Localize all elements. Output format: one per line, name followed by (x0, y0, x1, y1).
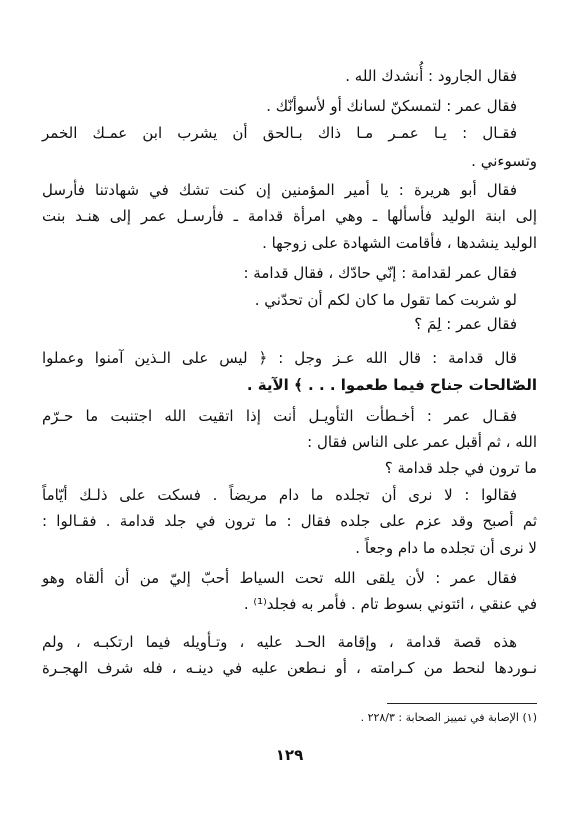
text-line: الله ، ثم أقبل عمر على الناس فقال : (307, 433, 537, 451)
text-line: هذه قصة قدامة ، وإقامة الحـد عليه ، وتـأويله فيما ارتكبـه ، ولم (42, 633, 517, 651)
footnote-divider (387, 703, 537, 704)
text-line: إلى ابنة الوليد فأسألها ـ وهي امرأة قدامة ـ فأرسـل عمر إلى هنـد بنت (42, 207, 537, 225)
text-line: في عنقي ، ائتوني بسوط تام . فأمر به فجلد⁽¹⁾ . (243, 595, 537, 613)
text-line: فقالوا : لا نرى أن تجلده ما دام مريضاً . فسكت على ذلـك أيّاماً (42, 486, 517, 504)
text-line: فقال عمر : لتمسكنّ لسانك أو لأسوأنّك . (266, 97, 517, 115)
text-line: فقال عمر : لِمَ ؟ (414, 315, 517, 333)
text-line: لو شربت كما تقول ما كان لكم أن تحدّني . (254, 291, 517, 309)
text-line: فقـال عمر : أخـطأت التأويـل أنت إذا اتقيت الله اجتنبت ما حـرّم (42, 407, 517, 425)
footnote: (١) الإصابة في تمييز الصحابة : ٢٢٨/٣ . (360, 711, 537, 724)
text-line: فقال عمر لقدامة : إنّي حادّك ، فقال قدامة : (243, 264, 517, 282)
quran-verse-line: الصّالحات جناح فيما طعموا . . . ﴾ الآية . (246, 376, 537, 394)
text-line: فقال عمر : لأن يلقى الله تحت السياط أحبّ إليّ من أن ألقاه وهو (42, 569, 517, 587)
text-line: ما ترون في جلد قدامة ؟ (384, 459, 537, 477)
page-number: ١٢٩ (275, 746, 304, 764)
text-line: ثم أصبح وقد عزم على جلده فقال : ما ترون في جلد قدامة . فقـالوا : (42, 512, 537, 530)
text-line: نـوردها لنحط من كـرامته ، أو نـطعن عليه في دينـه ، فله شرف الهجـرة (42, 659, 537, 677)
quran-verse-line: قال قدامة : قال الله عـز وجل : ﴿ ليس على الـذين آمنوا وعملوا (42, 349, 517, 367)
text-line: لا نرى أن تجلده ما دام وجعاً . (355, 539, 537, 557)
text-line: الوليد ينشدها ، فأقامت الشهادة على زوجها . (262, 234, 537, 252)
text-line: فقال الجارود : أُنشدك الله . (345, 67, 517, 85)
text-line: وتسوءني . (471, 152, 537, 170)
text-line: فقال أبو هريرة : يا أمير المؤمنين إن كنت تشك في شهادتنا فأرسل (42, 181, 517, 199)
text-line: فقـال : يـا عمـر مـا ذاك بـالحق أن يشرب ابن عمـك الخمر (42, 124, 517, 142)
